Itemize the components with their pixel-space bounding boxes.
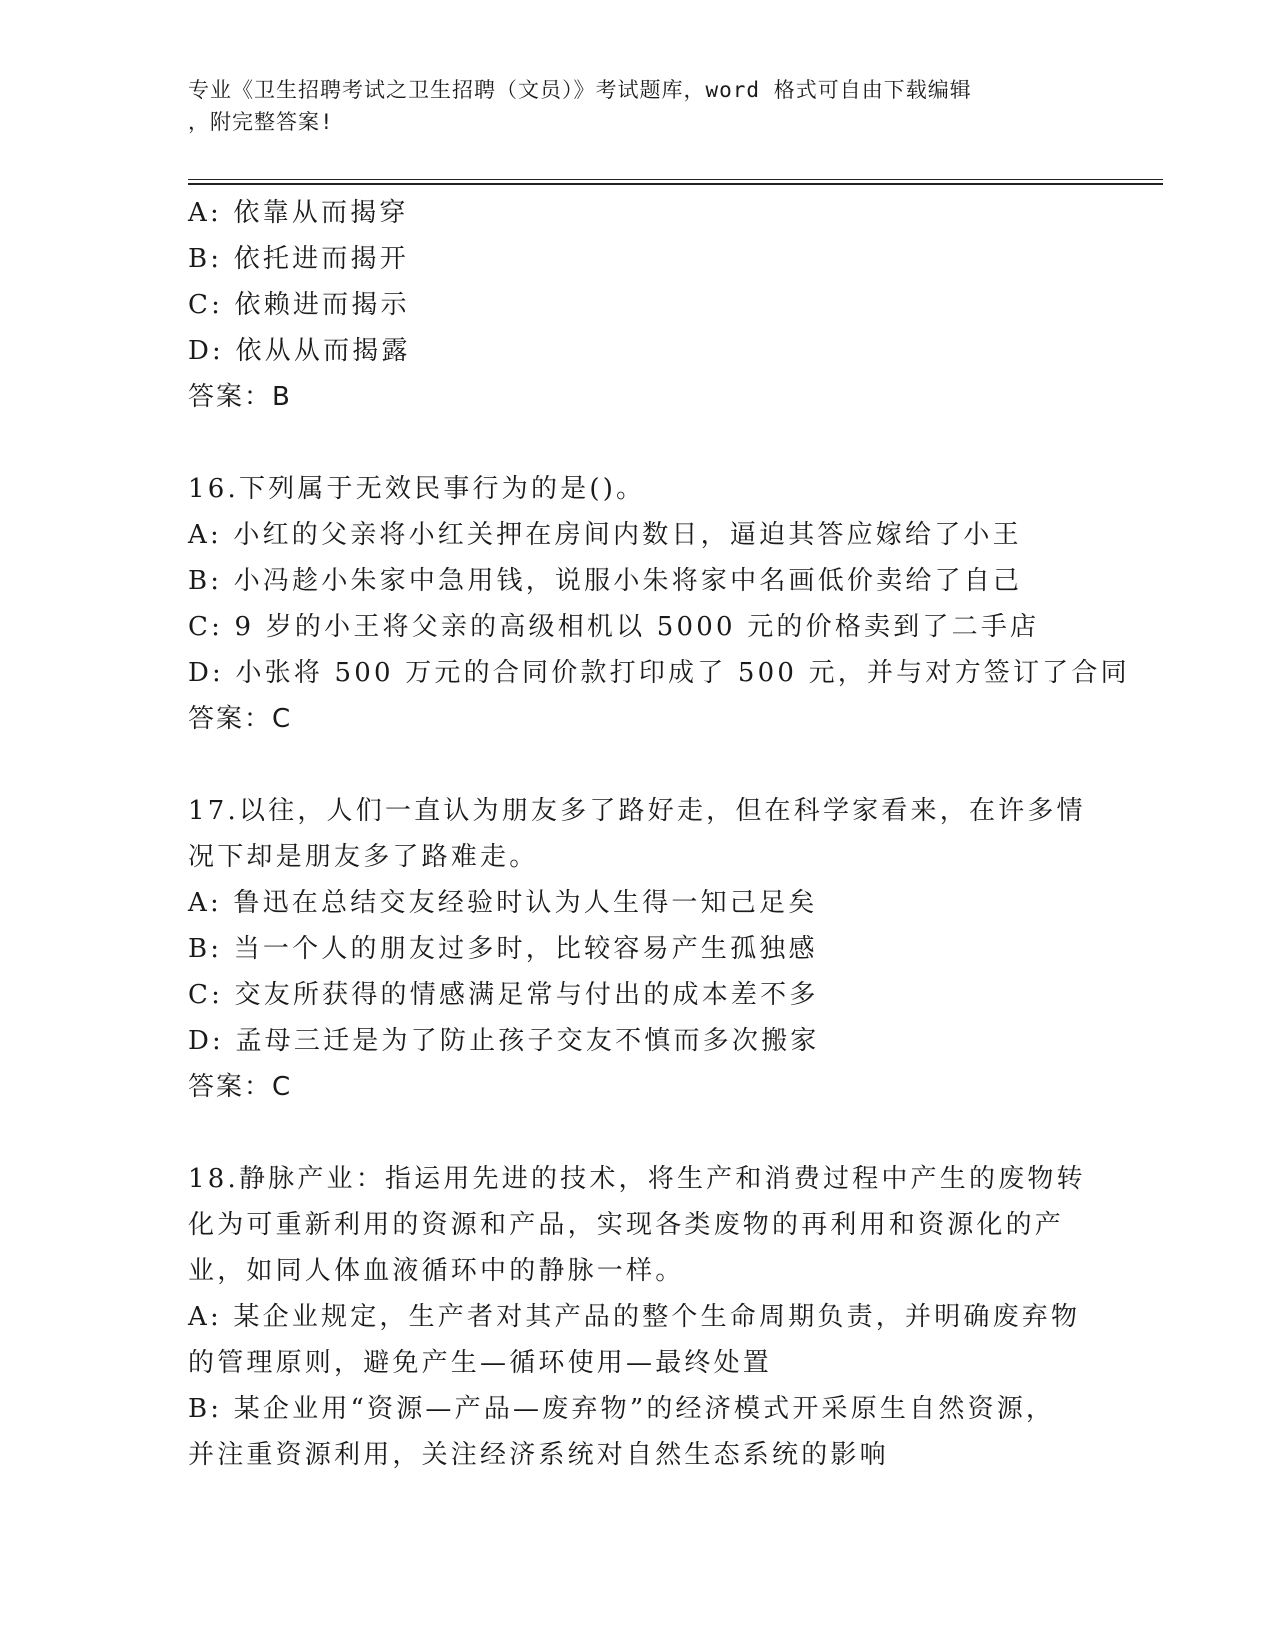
option-a-continued: 的管理原则，避免产生—循环使用—最终处置	[188, 1348, 773, 1378]
question-stem: 18.静脉产业：指运用先进的技术，将生产和消费过程中产生的废物转	[188, 1164, 1086, 1194]
document-header	[188, 74, 1088, 138]
question-15	[188, 190, 1088, 420]
option-b: B: 当一个人的朋友过多时，比较容易产生孤独感	[188, 934, 818, 964]
spacer	[188, 1110, 1088, 1156]
option-d: D: 小张将 500 万元的合同价款打印成了 500 元，并与对方签订了合同	[188, 658, 1130, 688]
question-stem: 业，如同人体血液循环中的静脉一样。	[188, 1256, 685, 1286]
header-line-2: ，附完整答案!	[188, 110, 334, 134]
spacer	[188, 742, 1088, 788]
question-stem: 况下却是朋友多了路难走。	[188, 842, 539, 872]
answer-line: 答案：C	[188, 1072, 293, 1102]
option-a: A: 依靠从而揭穿	[188, 198, 409, 228]
option-b: B: 某企业用“资源—产品—废弃物”的经济模式开采原生自然资源，	[188, 1394, 1056, 1424]
question-16	[188, 466, 1130, 742]
question-stem: 16.下列属于无效民事行为的是()。	[188, 474, 646, 504]
option-a: A: 某企业规定，生产者对其产品的整个生命周期负责，并明确废弃物	[188, 1302, 1081, 1332]
question-18	[188, 1156, 1088, 1478]
option-b: B: 小冯趁小朱家中急用钱，说服小朱将家中名画低价卖给了自己	[188, 566, 1023, 596]
option-c: C: 依赖进而揭示	[188, 290, 410, 320]
option-b-continued: 并注重资源利用，关注经济系统对自然生态系统的影响	[188, 1440, 889, 1470]
header-divider-thick	[188, 183, 1163, 185]
spacer	[188, 420, 1088, 466]
option-d: D: 孟母三迁是为了防止孩子交友不慎而多次搬家	[188, 1026, 820, 1056]
question-stem: 17.以往，人们一直认为朋友多了路好走，但在科学家看来，在许多情	[188, 796, 1086, 826]
answer-line: 答案：C	[188, 704, 293, 734]
question-17	[188, 788, 1088, 1110]
option-d: D: 依从从而揭露	[188, 336, 411, 366]
option-a: A: 小红的父亲将小红关押在房间内数日，逼迫其答应嫁给了小王	[188, 520, 1022, 550]
option-a: A: 鲁迅在总结交友经验时认为人生得一知己足矣	[188, 888, 818, 918]
option-c: C: 9 岁的小王将父亲的高级相机以 5000 元的价格卖到了二手店	[188, 612, 1040, 642]
header-line-1: 专业《卫生招聘考试之卫生招聘（文员）》考试题库，word 格式可自由下载编辑	[188, 78, 972, 102]
question-stem: 化为可重新利用的资源和产品，实现各类废物的再利用和资源化的产	[188, 1210, 1065, 1240]
header-divider-thin	[188, 179, 1163, 180]
answer-line: 答案：B	[188, 382, 292, 412]
option-c: C: 交友所获得的情感满足常与付出的成本差不多	[188, 980, 819, 1010]
option-b: B: 依托进而揭开	[188, 244, 409, 274]
question-list	[188, 190, 1130, 1478]
